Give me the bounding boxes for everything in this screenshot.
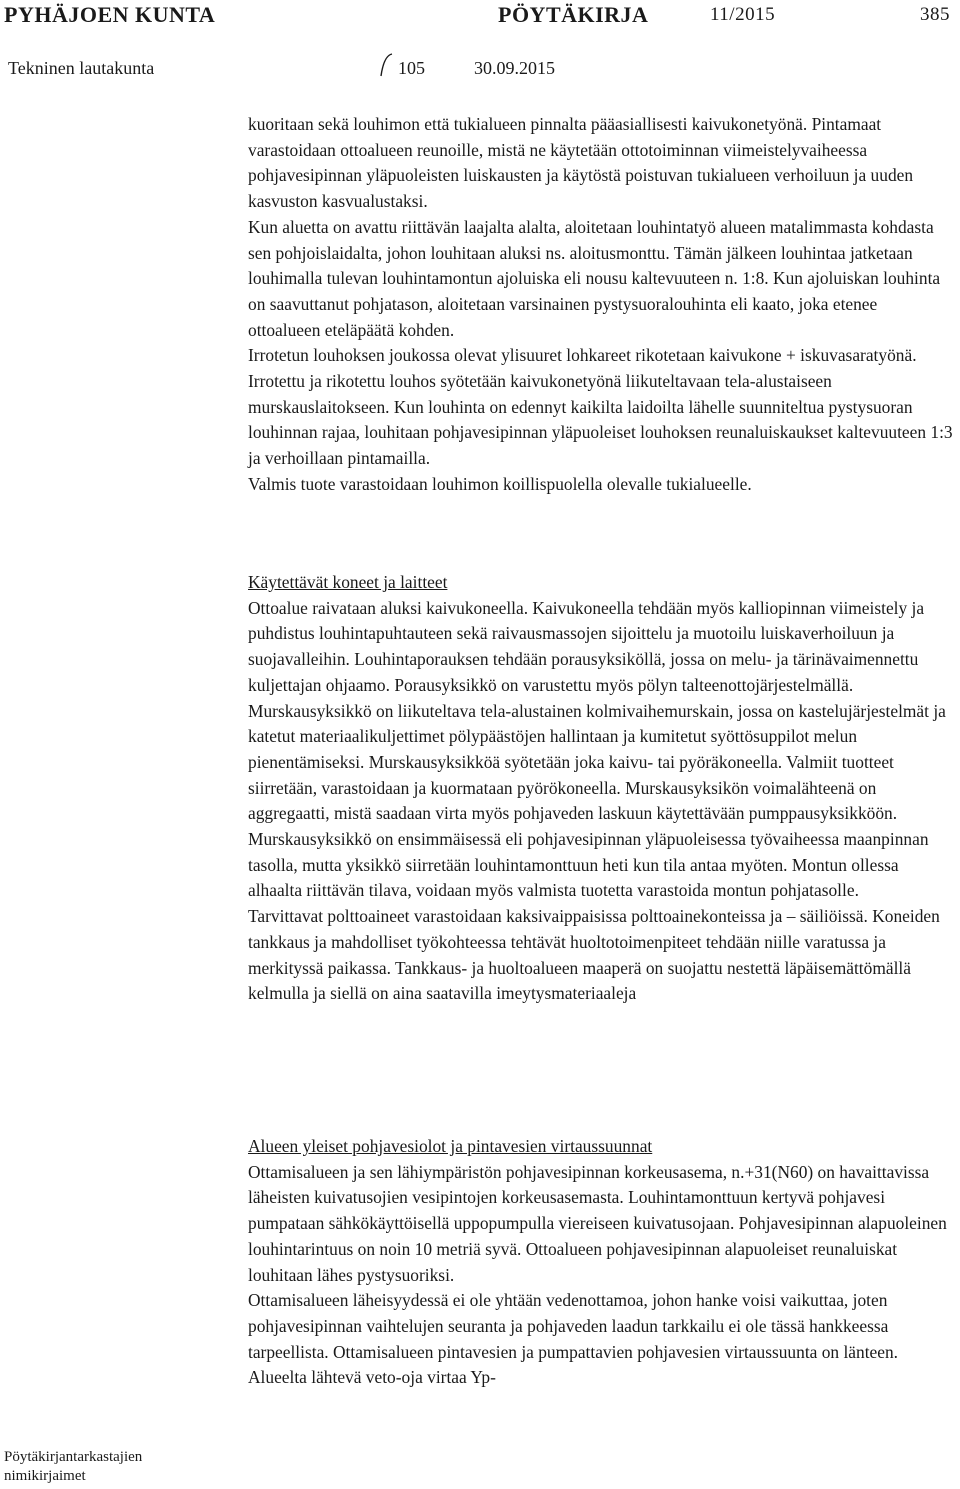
section-heading: Käytettävät koneet ja laitteet — [248, 572, 448, 592]
initials-footer — [4, 1448, 142, 1486]
paragraph: Ottamisalueen ja sen lähiympäristön pohjavesipinnan korkeusasema, n.+31(N60) on havaittavissa läheisten kuivatusojien vesipintojen korkeusasemasta. Louhintamonttuun kertyvä pohjavesi pumpataan sähkökäyttöisellä uppopumpulla viereiseen kuivatusojaan. Pohjavesipinnan alapuoleinen louhintarintuus on noin 10 metriä syvä. Ottoalueen pohjavesipinnan alapuoleiset reunaluiskat louhitaan lähes pystysuoriksi. — [248, 1161, 947, 1285]
paragraph: Kun aluetta on avattu riittävän laajalta alalta, aloitetaan louhintatyö alueen matalimmasta kohdasta sen pohjoislaidalta, johon louhitaan aluksi ns. aloitusmonttu. Tämän jälkeen louhintaa jatketaan louhimalla tulevan louhintamontun ajoluiska eli nousu kaltevuuteen n. 1:8. Kun ajoluiskan louhinta on saavuttanut pohjatason, aloitetaan varsinainen pystysuoralouhinta eli kaato, joka etenee ottoalueen eteläpäätä kohden. — [248, 216, 941, 340]
paragraph: kuoritaan sekä louhimon että tukialueen pinnalta pääasiallisesti kaivukonetyönä. Pintamaat varastoidaan ottoalueen reunoille, mistä ne käytetään ottotoiminnan viimeistelyvaiheessa pohjavesipinnan yläpuoleisten luiskausten ja käytöstä poistuvan tukialueen verhoiluun ja uuden kasvuston kasvualustaksi. — [248, 114, 914, 212]
section-number: 105 — [398, 58, 425, 78]
meeting-date: 30.09.2015 — [474, 58, 555, 78]
footer-line: Pöytäkirjantarkastajien — [4, 1449, 143, 1465]
footer-line: nimikirjaimet — [4, 1468, 86, 1484]
meeting-number: 11/2015 — [710, 4, 776, 25]
section-heading: Alueen yleiset pohjavesiolot ja pintavesien virtaussuunnat — [248, 1136, 653, 1156]
section-1 — [248, 112, 954, 498]
municipality-title: PYHÄJOEN KUNTA — [4, 2, 216, 27]
paragraph: Ottamisalueen läheisyydessä ei ole yhtään vedenottamoa, johon hanke voisi vaikuttaa, joten pohjavesipinnan vaihtelujen seuranta ja pohjaveden laadun tarkkailu ei ole tässä hankkeessa tarpeellista. Ottamisalueen pintavesien ja pumpattavien pohjavesien virtaussuunta on länteen. Alueelta lähtevä veto-oja virtaa Yp- — [248, 1290, 899, 1388]
committee-name: Tekninen lautakunta — [8, 58, 155, 78]
paragraph: Tarvittavat polttoaineet varastoidaan kaksivaippaisissa polttoainekonteissa ja – säiliöissä. Koneiden tankkaus ja mahdolliset työkohteessa tehtävät huoltotoimenpiteet tehdään niille varatussa ja merkityssä paikassa. Tankkaus- ja huoltoalueen maaperä on suojattu nestettä läpäisemättömällä kelmulla ja siellä on aina saatavilla imeytysmateriaaleja — [248, 906, 940, 1004]
section-3 — [248, 1134, 954, 1391]
section-2 — [248, 570, 954, 1007]
page-number: 385 — [920, 4, 950, 25]
document-type: PÖYTÄKIRJA — [498, 2, 649, 27]
paragraph: Irrotetun louhoksen joukossa olevat ylisuuret lohkareet rikotetaan kaivukone + iskuvasaratyönä. Irrotettu ja rikotettu louhos syötetään kaivukonetyönä liikuteltavaan tela-alustaiseen murskauslaitokseen. Kun louhinta on edennyt kaikilta laidoilta lähelle suunniteltua pystysuoran louhinnan rajaa, louhitaan pohjavesipinnan yläpuoleiset louhoksen reunaluiskaukset kaltevuuteen 1:3 ja verhoillaan pintamailla. — [248, 345, 953, 469]
paragraph: Valmis tuote varastoidaan louhimon koillispuolella olevalle tukialueelle. — [248, 473, 752, 494]
section-mark-icon — [378, 52, 394, 78]
paragraph: Ottoalue raivataan aluksi kaivukoneella. Kaivukoneella tehdään myös kalliopinnan viimeistely ja puhdistus louhintapuhtauteen sekä raivausmassojen sijoittelu ja muotoilu luiskaverhoiluun ja suojavalleihin. Louhintaporauksen tehdään porausyksiköllä, jossa on melu- ja tärinävaimennettu kuljettajan ohjaamo. Porausyksikkö on varustettu myös pölyn talteenottojärjestelmällä. Murskausyksikkö on liikuteltava tela-alustainen kolmivaihemurskain, jossa on kastelujärjestelmät ja katetut materiaalikuljettimet pölypäästöjen hallintaan ja kumitetut syöttösuppilot melun pienentämiseksi. Murskausyksikköä syötetään joka kaivu- tai pyöräkoneella. Valmiit tuotteet siirretään, varastoidaan ja kuormataan pyörökoneella. Murskausyksikön voimalähteenä on aggregaatti, mistä saadaan virta myös pohjaveden laskuun käytettävään pumppausyksikköön. Murskausyksikkö on ensimmäisessä eli pohjavesipinnan yläpuoleisessa työvaiheessa maanpinnan tasolla, mutta yksikkö siirretään louhintamonttuun heti kun tila antaa myöten. Montun ollessa alhaalta riittävän tilava, voidaan myös valmista tuotetta varastoida montun pohjatasolle. — [248, 597, 946, 901]
